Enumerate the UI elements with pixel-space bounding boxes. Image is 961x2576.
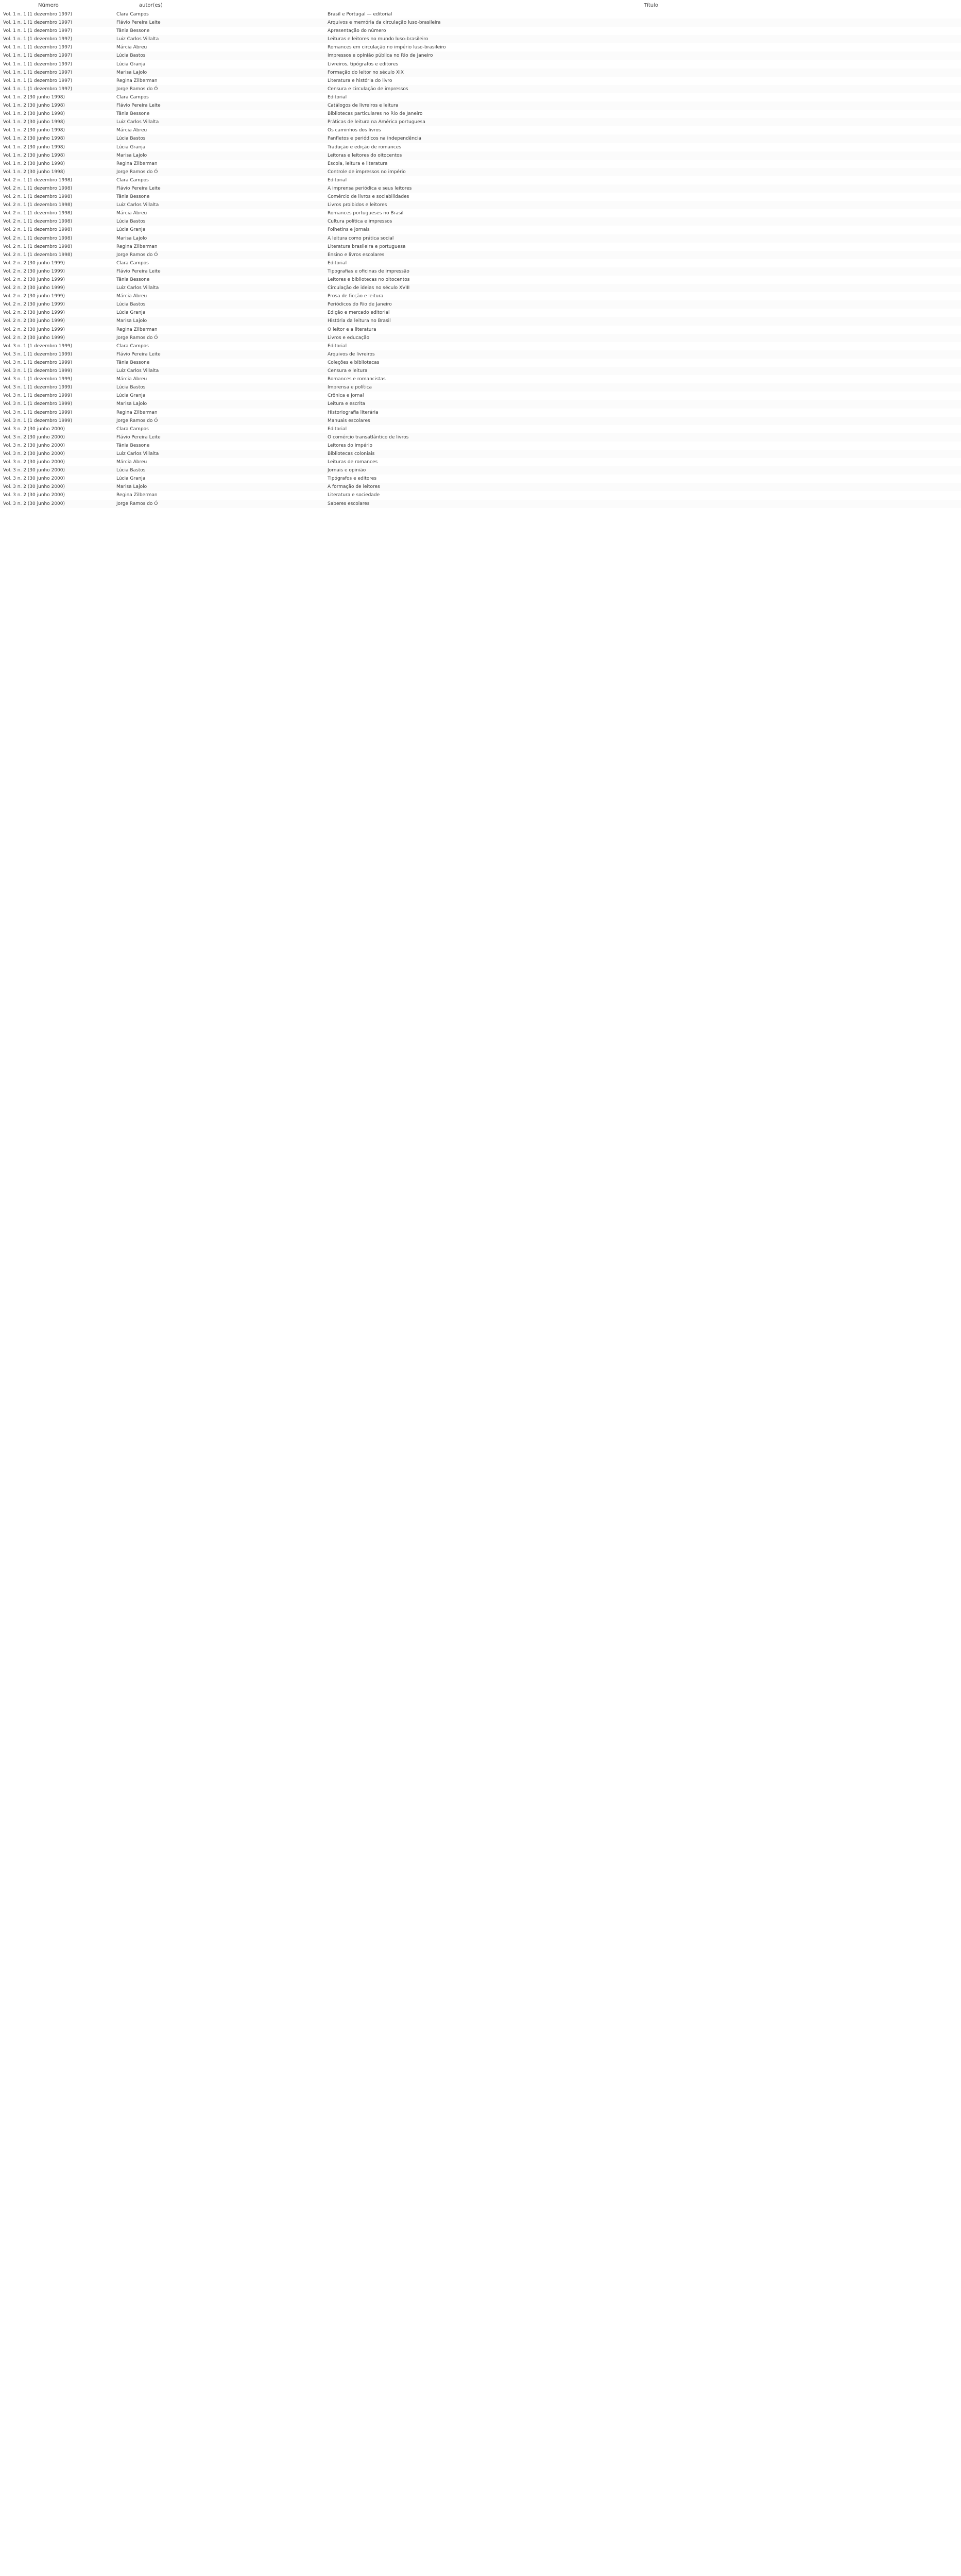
title-link[interactable]: Literatura e história do livro (328, 78, 392, 83)
title-link[interactable]: A imprensa periódica e seus leitores (328, 185, 412, 191)
issue-number-cell: Vol. 3 n. 1 (1 dezembro 1999) (3, 410, 73, 415)
author-cell: Márcia Abreu (116, 377, 147, 382)
table-row[interactable] (0, 234, 961, 243)
author-cell: Lúcia Bastos (116, 302, 146, 308)
issue-number-cell: Vol. 2 n. 1 (1 dezembro 1998) (3, 185, 73, 191)
title-link[interactable]: Romances e romancistas (328, 377, 386, 382)
table-row[interactable] (0, 350, 961, 359)
issue-number-cell: Vol. 1 n. 1 (1 dezembro 1997) (3, 61, 73, 67)
table-row[interactable] (0, 93, 961, 101)
author-cell: Tânia Bessone (116, 194, 150, 200)
author-cell: Flávio Pereira Leite (116, 185, 161, 191)
issue-number-cell: Vol. 3 n. 1 (1 dezembro 1999) (3, 351, 73, 357)
issue-number-cell: Vol. 3 n. 1 (1 dezembro 1999) (3, 343, 73, 349)
title-link[interactable]: Arquivos e memória da circulação luso-brasileira (328, 20, 441, 26)
table-row[interactable] (0, 35, 961, 43)
title-link[interactable]: Censura e leitura (328, 368, 368, 374)
table-row[interactable] (0, 292, 961, 300)
table-row[interactable] (0, 483, 961, 491)
issue-number-cell: Vol. 1 n. 1 (1 dezembro 1997) (3, 37, 73, 42)
title-link[interactable]: Leitores do Império (328, 443, 372, 448)
column-header-numero: Número (38, 3, 59, 8)
table-row[interactable] (0, 69, 961, 77)
table-row[interactable] (0, 367, 961, 375)
author-cell: Tânia Bessone (116, 360, 150, 365)
author-cell: Jorge Ramos do Ó (116, 335, 158, 341)
title-link[interactable]: Coleções e bibliotecas (328, 360, 380, 365)
table-row[interactable] (0, 243, 961, 251)
table-row[interactable] (0, 466, 961, 474)
table-row[interactable] (0, 184, 961, 193)
table-row[interactable] (0, 491, 961, 499)
author-cell: Lúcia Bastos (116, 385, 146, 391)
title-link[interactable]: Escola, leitura e literatura (328, 161, 388, 166)
title-link[interactable]: Leitores e bibliotecas no oitocentos (328, 277, 410, 282)
table-header (0, 0, 961, 11)
title-link[interactable]: Historiografia literária (328, 410, 379, 415)
title-link[interactable]: Prosa de ficção e leitura (328, 294, 384, 299)
issue-number-cell: Vol. 2 n. 2 (30 junho 1999) (3, 335, 65, 341)
author-cell: Lúcia Granja (116, 310, 146, 316)
title-link[interactable]: Catálogos de livreiros e leitura (328, 103, 399, 109)
table-row[interactable] (0, 425, 961, 433)
title-link[interactable]: Ensino e livros escolares (328, 252, 385, 258)
title-link[interactable]: Apresentação do número (328, 28, 386, 34)
author-cell: Luiz Carlos Villalta (116, 285, 159, 291)
table-row[interactable] (0, 251, 961, 259)
table-row[interactable] (0, 442, 961, 450)
title-link[interactable]: Leituras e leitores no mundo luso-brasileiro (328, 37, 428, 42)
title-link[interactable]: Folhetins e jornais (328, 227, 370, 233)
issue-number-cell: Vol. 2 n. 1 (1 dezembro 1998) (3, 202, 73, 208)
title-link[interactable]: Leitura e escrita (328, 401, 366, 407)
issue-number-cell: Vol. 2 n. 2 (30 junho 1999) (3, 285, 65, 291)
table-row[interactable] (0, 118, 961, 126)
table-row[interactable] (0, 126, 961, 134)
table-row[interactable] (0, 267, 961, 276)
issue-number-cell: Vol. 1 n. 2 (30 junho 1998) (3, 120, 65, 125)
column-header-titulo: Título (644, 3, 659, 8)
issue-number-cell: Vol. 1 n. 2 (30 junho 1998) (3, 136, 65, 142)
table-row[interactable] (0, 60, 961, 69)
title-link[interactable]: Editorial (328, 426, 347, 432)
issues-table (0, 10, 961, 508)
issue-number-cell: Vol. 1 n. 1 (1 dezembro 1997) (3, 45, 73, 50)
author-cell: Lúcia Bastos (116, 136, 146, 142)
title-link[interactable]: Crônica e jornal (328, 393, 364, 399)
issue-number-cell: Vol. 2 n. 2 (30 junho 1999) (3, 294, 65, 299)
author-cell: Lúcia Bastos (116, 53, 146, 59)
author-cell: Clara Campos (116, 12, 149, 17)
title-link[interactable]: Literatura e sociedade (328, 493, 380, 498)
title-link[interactable]: Formação do leitor no século XIX (328, 70, 404, 75)
table-row[interactable] (0, 259, 961, 267)
author-cell: Lúcia Granja (116, 476, 146, 482)
issue-number-cell: Vol. 3 n. 2 (30 junho 2000) (3, 434, 65, 440)
table-row[interactable] (0, 375, 961, 383)
author-cell: Jorge Ramos do Ó (116, 252, 158, 258)
issue-number-cell: Vol. 1 n. 2 (30 junho 1998) (3, 111, 65, 117)
issue-number-cell: Vol. 2 n. 1 (1 dezembro 1998) (3, 227, 73, 233)
title-link[interactable]: Bibliotecas particulares no Rio de Janeiro (328, 111, 423, 117)
table-row[interactable] (0, 226, 961, 234)
issue-number-cell: Vol. 1 n. 1 (1 dezembro 1997) (3, 70, 73, 75)
issue-number-cell: Vol. 2 n. 1 (1 dezembro 1998) (3, 194, 73, 200)
title-link[interactable]: Jornais e opinião (328, 468, 366, 473)
column-header-autor: autor(es) (139, 3, 163, 8)
author-cell: Luiz Carlos Villalta (116, 368, 159, 374)
table-row[interactable] (0, 43, 961, 52)
issue-number-cell: Vol. 2 n. 1 (1 dezembro 1998) (3, 252, 73, 258)
author-cell: Luiz Carlos Villalta (116, 451, 159, 456)
issue-number-cell: Vol. 2 n. 2 (30 junho 1999) (3, 310, 65, 316)
author-cell: Lúcia Granja (116, 393, 146, 399)
title-link[interactable]: Romances em circulação no império luso-brasileiro (328, 45, 446, 50)
author-cell: Jorge Ramos do Ó (116, 169, 158, 175)
title-link[interactable]: Impressos e opinião pública no Rio de Janeiro (328, 53, 433, 59)
author-cell: Márcia Abreu (116, 294, 147, 299)
title-link[interactable]: Tipografias e oficinas de impressão (328, 268, 409, 274)
title-link[interactable]: Os caminhos dos livros (328, 128, 381, 133)
issue-number-cell: Vol. 3 n. 2 (30 junho 2000) (3, 484, 65, 490)
issue-number-cell: Vol. 2 n. 1 (1 dezembro 1998) (3, 244, 73, 249)
issue-number-cell: Vol. 3 n. 2 (30 junho 2000) (3, 501, 65, 506)
title-link[interactable]: Cultura política e impressos (328, 219, 392, 225)
issue-number-cell: Vol. 1 n. 2 (30 junho 1998) (3, 169, 65, 175)
title-link[interactable]: Editorial (328, 260, 347, 266)
author-cell: Luiz Carlos Villalta (116, 202, 159, 208)
author-cell: Lúcia Granja (116, 61, 146, 67)
title-link[interactable]: Editorial (328, 177, 347, 183)
author-cell: Márcia Abreu (116, 128, 147, 133)
table-row[interactable] (0, 309, 961, 317)
title-link[interactable]: Periódicos do Rio de Janeiro (328, 302, 392, 308)
author-cell: Marisa Lajolo (116, 484, 147, 490)
title-link[interactable]: Editorial (328, 94, 347, 100)
title-link[interactable]: Saberes escolares (328, 501, 370, 506)
issue-number-cell: Vol. 2 n. 2 (30 junho 1999) (3, 318, 65, 324)
title-link[interactable]: Edição e mercado editorial (328, 310, 390, 316)
title-link[interactable]: Tipógrafos e editores (328, 476, 377, 482)
author-cell: Lúcia Granja (116, 144, 146, 150)
title-link[interactable]: Livreiros, tipógrafos e editores (328, 61, 399, 67)
table-row[interactable] (0, 160, 961, 168)
issue-number-cell: Vol. 1 n. 2 (30 junho 1998) (3, 152, 65, 158)
table-row[interactable] (0, 359, 961, 367)
author-cell: Regina Zilberman (116, 161, 158, 166)
issue-number-cell: Vol. 2 n. 2 (30 junho 1999) (3, 277, 65, 282)
author-cell: Tânia Bessone (116, 111, 150, 117)
issue-number-cell: Vol. 1 n. 1 (1 dezembro 1997) (3, 28, 73, 34)
issue-number-cell: Vol. 3 n. 2 (30 junho 2000) (3, 493, 65, 498)
issue-number-cell: Vol. 3 n. 1 (1 dezembro 1999) (3, 393, 73, 399)
issue-number-cell: Vol. 1 n. 2 (30 junho 1998) (3, 144, 65, 150)
issue-number-cell: Vol. 1 n. 2 (30 junho 1998) (3, 161, 65, 166)
title-link[interactable]: Censura e circulação de impressos (328, 86, 408, 92)
issue-number-cell: Vol. 1 n. 2 (30 junho 1998) (3, 103, 65, 109)
author-cell: Flávio Pereira Leite (116, 20, 161, 26)
issue-number-cell: Vol. 3 n. 1 (1 dezembro 1999) (3, 368, 73, 374)
title-link[interactable]: Livros e educação (328, 335, 370, 341)
title-link[interactable]: Romances portugueses no Brasil (328, 211, 404, 216)
author-cell: Clara Campos (116, 177, 149, 183)
author-cell: Flávio Pereira Leite (116, 434, 161, 440)
author-cell: Marisa Lajolo (116, 152, 147, 158)
author-cell: Clara Campos (116, 260, 149, 266)
issue-number-cell: Vol. 2 n. 2 (30 junho 1999) (3, 302, 65, 308)
issue-number-cell: Vol. 2 n. 2 (30 junho 1999) (3, 327, 65, 332)
table-row[interactable] (0, 450, 961, 458)
table-row[interactable] (0, 342, 961, 350)
title-link[interactable]: Circulação de ideias no século XVIII (328, 285, 410, 291)
author-cell: Tânia Bessone (116, 28, 150, 34)
table-row[interactable] (0, 52, 961, 60)
author-cell: Marisa Lajolo (116, 235, 147, 241)
issue-number-cell: Vol. 3 n. 1 (1 dezembro 1999) (3, 377, 73, 382)
issue-number-cell: Vol. 3 n. 2 (30 junho 2000) (3, 443, 65, 448)
author-cell: Márcia Abreu (116, 45, 147, 50)
table-row[interactable] (0, 168, 961, 176)
issue-number-cell: Vol. 3 n. 2 (30 junho 2000) (3, 468, 65, 473)
issue-number-cell: Vol. 2 n. 2 (30 junho 1999) (3, 260, 65, 266)
issue-number-cell: Vol. 3 n. 1 (1 dezembro 1999) (3, 360, 73, 365)
table-row[interactable] (0, 110, 961, 118)
issue-number-cell: Vol. 1 n. 1 (1 dezembro 1997) (3, 20, 73, 26)
author-cell: Luiz Carlos Villalta (116, 37, 159, 42)
table-row[interactable] (0, 276, 961, 284)
issue-number-cell: Vol. 1 n. 1 (1 dezembro 1997) (3, 86, 73, 92)
author-cell: Marisa Lajolo (116, 318, 147, 324)
issue-number-cell: Vol. 1 n. 2 (30 junho 1998) (3, 128, 65, 133)
table-row[interactable] (0, 143, 961, 151)
title-link[interactable]: Editorial (328, 343, 347, 349)
author-cell: Clara Campos (116, 94, 149, 100)
issue-number-cell: Vol. 1 n. 1 (1 dezembro 1997) (3, 53, 73, 59)
issue-number-cell: Vol. 3 n. 2 (30 junho 2000) (3, 451, 65, 456)
title-link[interactable]: Livros proibidos e leitores (328, 202, 387, 208)
table-row[interactable] (0, 27, 961, 35)
title-link[interactable]: A formação de leitores (328, 484, 380, 490)
table-row[interactable] (0, 284, 961, 292)
table-row[interactable] (0, 77, 961, 85)
issue-number-cell: Vol. 2 n. 2 (30 junho 1999) (3, 268, 65, 274)
author-cell: Regina Zilberman (116, 410, 158, 415)
table-row[interactable] (0, 383, 961, 392)
author-cell: Marisa Lajolo (116, 401, 147, 407)
table-row[interactable] (0, 10, 961, 19)
table-row[interactable] (0, 101, 961, 110)
issue-number-cell: Vol. 2 n. 1 (1 dezembro 1998) (3, 177, 73, 183)
author-cell: Clara Campos (116, 343, 149, 349)
table-row[interactable] (0, 85, 961, 93)
title-link[interactable]: Bibliotecas coloniais (328, 451, 375, 456)
author-cell: Jorge Ramos do Ó (116, 418, 158, 423)
author-cell: Lúcia Granja (116, 227, 146, 233)
author-cell: Marisa Lajolo (116, 70, 147, 75)
table-row[interactable] (0, 417, 961, 425)
author-cell: Flávio Pereira Leite (116, 351, 161, 357)
title-link[interactable]: A leitura como prática social (328, 235, 394, 241)
title-link[interactable]: Panfletos e periódicos na independência (328, 136, 422, 142)
issue-number-cell: Vol. 3 n. 2 (30 junho 2000) (3, 460, 65, 465)
author-cell: Lúcia Bastos (116, 468, 146, 473)
title-link[interactable]: Práticas de leitura na América portuguesa (328, 120, 425, 125)
author-cell: Márcia Abreu (116, 211, 147, 216)
title-link[interactable]: Tradução e edição de romances (328, 144, 401, 150)
issue-number-cell: Vol. 3 n. 2 (30 junho 2000) (3, 476, 65, 482)
table-row[interactable] (0, 134, 961, 143)
author-cell: Luiz Carlos Villalta (116, 120, 159, 125)
title-link[interactable]: Manuais escolares (328, 418, 370, 423)
title-link[interactable]: Comércio de livros e sociabilidades (328, 194, 409, 200)
table-row[interactable] (0, 151, 961, 160)
title-link[interactable]: O leitor e a literatura (328, 327, 376, 332)
table-row[interactable] (0, 19, 961, 27)
title-link[interactable]: O comércio transatlântico de livros (328, 434, 409, 440)
title-link[interactable]: Leituras de romances (328, 460, 378, 465)
author-cell: Tânia Bessone (116, 277, 150, 282)
table-row[interactable] (0, 433, 961, 442)
author-cell: Regina Zilberman (116, 244, 158, 249)
issue-number-cell: Vol. 2 n. 1 (1 dezembro 1998) (3, 211, 73, 216)
author-cell: Regina Zilberman (116, 327, 158, 332)
issue-number-cell: Vol. 1 n. 1 (1 dezembro 1997) (3, 12, 73, 17)
table-row[interactable] (0, 334, 961, 342)
table-row[interactable] (0, 317, 961, 325)
table-row[interactable] (0, 500, 961, 508)
table-row[interactable] (0, 201, 961, 209)
table-row[interactable] (0, 300, 961, 309)
author-cell: Jorge Ramos do Ó (116, 501, 158, 506)
issue-number-cell: Vol. 3 n. 1 (1 dezembro 1999) (3, 401, 73, 407)
table-row[interactable] (0, 409, 961, 417)
title-link[interactable]: Imprensa e política (328, 385, 372, 391)
author-cell: Jorge Ramos do Ó (116, 86, 158, 92)
table-row[interactable] (0, 326, 961, 334)
author-cell: Lúcia Bastos (116, 219, 146, 225)
table-row[interactable] (0, 217, 961, 226)
title-link[interactable]: História da leitura no Brasil (328, 318, 391, 324)
author-cell: Tânia Bessone (116, 443, 150, 448)
title-link[interactable]: Controle de impressos no império (328, 169, 406, 175)
issue-number-cell: Vol. 2 n. 1 (1 dezembro 1998) (3, 235, 73, 241)
table-row[interactable] (0, 458, 961, 466)
table-row[interactable] (0, 209, 961, 217)
title-link[interactable]: Arquivos de livreiros (328, 351, 375, 357)
issue-number-cell: Vol. 3 n. 1 (1 dezembro 1999) (3, 418, 73, 423)
issue-number-cell: Vol. 1 n. 2 (30 junho 1998) (3, 94, 65, 100)
issue-number-cell: Vol. 2 n. 1 (1 dezembro 1998) (3, 219, 73, 225)
table-row[interactable] (0, 474, 961, 483)
author-cell: Flávio Pereira Leite (116, 103, 161, 109)
author-cell: Regina Zilberman (116, 78, 158, 83)
author-cell: Regina Zilberman (116, 493, 158, 498)
table-row[interactable] (0, 193, 961, 201)
author-cell: Márcia Abreu (116, 460, 147, 465)
table-row[interactable] (0, 400, 961, 408)
title-link[interactable]: Leitoras e leitores do oitocentos (328, 152, 402, 158)
issue-number-cell: Vol. 3 n. 1 (1 dezembro 1999) (3, 385, 73, 391)
table-row[interactable] (0, 176, 961, 184)
issue-number-cell: Vol. 1 n. 1 (1 dezembro 1997) (3, 78, 73, 83)
table-row[interactable] (0, 392, 961, 400)
author-cell: Flávio Pereira Leite (116, 268, 161, 274)
title-link[interactable]: Brasil e Portugal — editorial (328, 12, 392, 17)
author-cell: Clara Campos (116, 426, 149, 432)
issue-number-cell: Vol. 3 n. 2 (30 junho 2000) (3, 426, 65, 432)
title-link[interactable]: Literatura brasileira e portuguesa (328, 244, 406, 249)
